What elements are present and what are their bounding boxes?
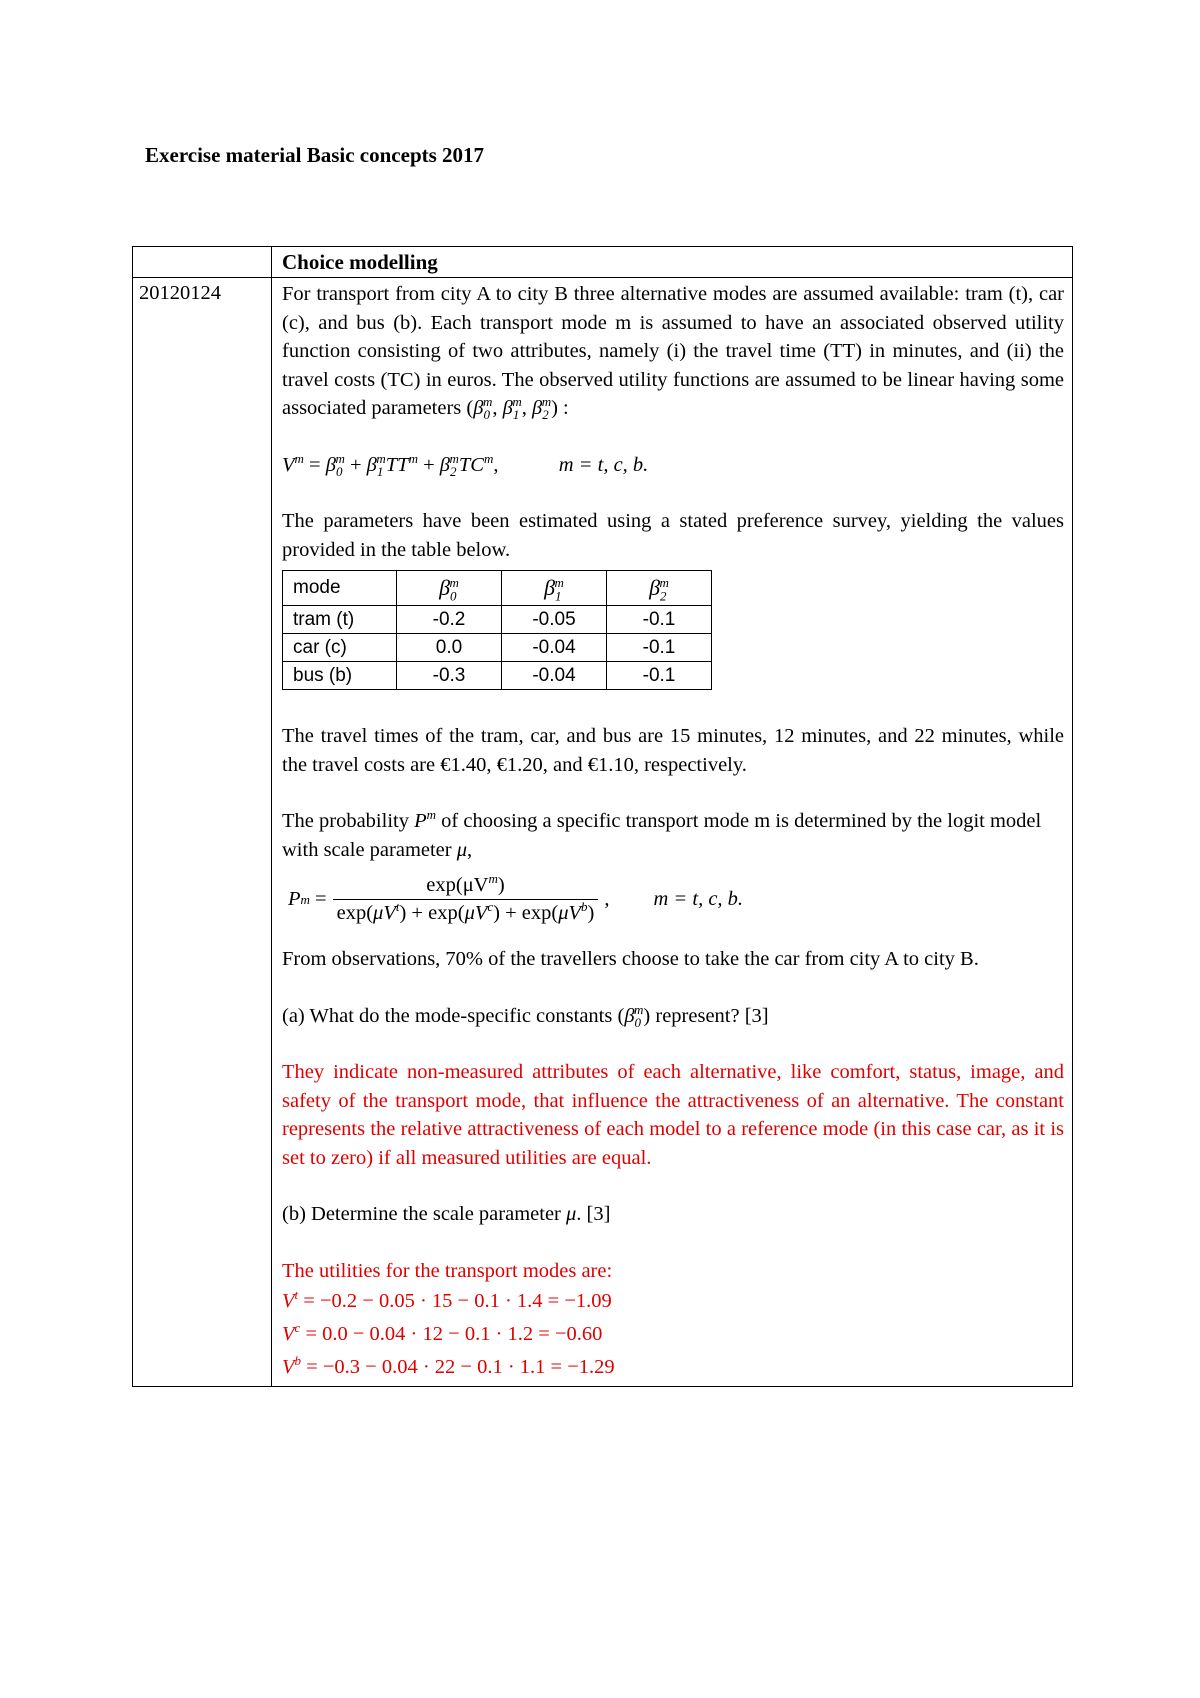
param-header-mode: mode (283, 571, 397, 606)
observation-paragraph: From observations, 70% of the travellers choose to take the car from city A to city B. (282, 948, 979, 970)
exercise-table (132, 246, 1073, 1387)
section-header-cell (272, 247, 1073, 278)
parameter-table-header (283, 571, 712, 606)
header-empty-cell (133, 247, 272, 278)
section-header: Choice modelling (282, 250, 438, 274)
table-row: car (c) 0.0 -0.04 -0.1 (283, 634, 712, 662)
logit-formula: P m = $\frac{\exp(\mu V^m)}{\exp(\mu V^t) + \exp(\mu V^c) + \exp(\mu V^b)}$ , m = t, c, b. (288, 871, 744, 924)
exercise-row (133, 278, 1073, 1387)
table-row: tram (t) -0.2 -0.05 -0.1 (283, 606, 712, 634)
utility-equation: $V^m = \beta_0^m + \beta_1^mTT^m + \beta_2^mTC^m$, m = t, c, b. (282, 450, 649, 479)
exercise-content (272, 278, 1073, 1387)
answer-b-equation-car: $V^c = 0.0 - 0.04 \cdot 12 - 0.1 \cdot 1.2 = -0.60$ (282, 1320, 603, 1345)
param-header-b0: $\beta_0^m$ (397, 571, 502, 606)
param-header-b1: $\beta_1^m$ (502, 571, 607, 606)
page-title: Exercise material Basic concepts 2017 (145, 143, 485, 167)
travel-paragraph: The travel times of the tram, car, and bus are 15 minutes, 12 minutes, and 22 minutes, while the travel costs are €1.40, €1.20, and €1.10, respectively. (282, 725, 1064, 776)
param-header-b2: $\beta_2^m$ (607, 571, 712, 606)
table-header-row (133, 247, 1073, 278)
question-a: (a) What do the mode-specific constants $(\beta_0^m)$ represent? [3] (282, 1001, 769, 1030)
exercise-id: 20120124 (133, 278, 272, 1387)
estimation-paragraph: The parameters have been estimated using a stated preference survey, yielding the values provided in the table below. (282, 510, 1064, 561)
probability-paragraph: The probability $P^m$ of choosing a specific transport mode m is determined by the logit model with scale parameter μ, (282, 807, 1042, 861)
answer-b-intro: The utilities for the transport modes are: (282, 1259, 613, 1282)
parameter-table (282, 570, 712, 690)
intro-paragraph: For transport from city A to city B three alternative modes are assumed available: tram (t), car (c), and bus (b). Each transport mode m is assumed to have an associated observed utility function consisting of two attributes, namely (i) the travel time (TT) in minutes, and (ii) the travel costs (TC) in euros. The observed utility functions are assumed to be linear having some associated parameters ($\beta_0^m$, $\beta_1^m$, $\beta_2^m$) : (282, 283, 1064, 423)
answer-b-equation-tram: $V^t = -0.2 - 0.05 \cdot 15 - 0.1 \cdot 1.4 = -1.09$ (282, 1287, 612, 1312)
table-row: bus (b) -0.3 -0.04 -0.1 (283, 662, 712, 690)
answer-b-equation-bus: $V^b = -0.3 - 0.04 \cdot 22 - 0.1 \cdot 1.1 = -1.29$ (282, 1353, 615, 1378)
question-b: (b) Determine the scale parameter μ. [3] (282, 1203, 611, 1225)
answer-a: They indicate non-measured attributes of each alternative, like comfort, status, image, and safety of the transport mode, that influence the attractiveness of an alternative. The constant represents the relative attractiveness of each model to a reference mode (in this case car, as it is set to zero) if all measured utilities are equal. (282, 1061, 1064, 1169)
